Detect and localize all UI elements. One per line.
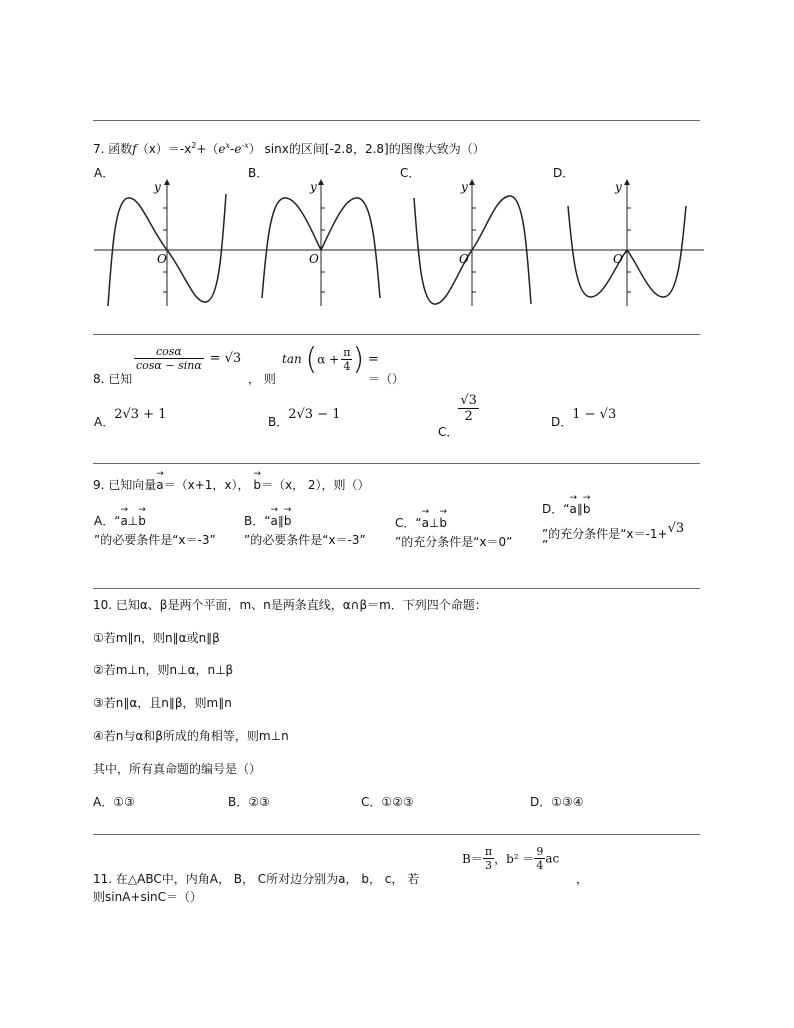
q7-option-a-label[interactable]: A．	[94, 166, 115, 180]
graph-b-origin: O	[309, 252, 319, 266]
q7-e1: e	[218, 142, 226, 156]
graph-a	[94, 180, 248, 306]
q7-plus-paren: +（	[196, 142, 219, 156]
graph-c-y-label: y	[461, 180, 468, 194]
q10-option-d-value: ①③④	[551, 795, 584, 809]
q9-option-d-line2: ”的充分条件是“x＝-1+	[542, 527, 668, 541]
q9-option-c-rel: ⊥	[428, 516, 440, 530]
graph-a-curve	[108, 194, 226, 306]
q8-option-a[interactable]	[94, 405, 167, 429]
q10-option-b-value: ②③	[248, 795, 270, 809]
graph-b-y-label: y	[310, 180, 317, 194]
q10-prop-2: ②若m⊥n，则n⊥α，n⊥β	[93, 663, 234, 677]
q8-tan: tan	[282, 352, 302, 366]
divider-q10	[93, 588, 700, 589]
graph-c	[400, 180, 553, 306]
q8-option-c-den: 2	[464, 409, 473, 424]
q8-pi: π	[343, 346, 351, 359]
q8-option-c-label: C．	[438, 425, 459, 439]
q8-four: 4	[343, 360, 351, 373]
graph-a-y-label: y	[154, 180, 161, 194]
graph-c-origin: O	[459, 252, 469, 266]
q10-stem: 10. 已知α、β是两个平面，m、n是两条直线，α∩β＝m．下列四个命题：	[93, 598, 487, 612]
q9-option-d-label: D．“	[542, 502, 570, 516]
q7-exp-negx: -x	[241, 141, 249, 150]
graph-b	[248, 180, 400, 306]
q7-option-c-label[interactable]: C．	[400, 166, 421, 180]
q10-option-d[interactable]	[530, 793, 584, 810]
divider-q9	[93, 463, 700, 464]
q10-option-d-label: D．	[530, 795, 552, 809]
q8-option-b-label: B．	[268, 415, 289, 429]
q11-ac: ac	[545, 851, 560, 866]
q11-three: 3	[484, 859, 492, 872]
q7-option-d-label[interactable]: D．	[553, 166, 575, 180]
q10-prop-1: ①若m∥n，则n∥α或n∥β	[93, 631, 220, 645]
q8-alpha-plus: α +	[317, 352, 340, 367]
q9-option-c-line2: ”的充分条件是“x＝0”	[395, 535, 513, 549]
q9-option-d-sqrt: √3	[667, 521, 685, 536]
q8-tan-expr: tan (α + $\frac{\pi}{4}$ ) =	[282, 342, 379, 377]
q7-stem	[93, 140, 485, 157]
q9-a-val: ＝（x+1，x），	[163, 478, 250, 492]
q8-frac-num: cosα	[134, 345, 204, 359]
q9-option-d[interactable]	[542, 500, 684, 552]
q8-option-c-num: √3	[460, 393, 477, 408]
q9-option-b-rel: ∥	[277, 514, 284, 528]
q10-option-b[interactable]	[228, 793, 270, 810]
q10-option-b-label: B．	[228, 795, 249, 809]
q11-pi: π	[484, 845, 493, 858]
q8-given-fraction	[134, 345, 241, 372]
q9-vec-a: → a	[156, 478, 163, 492]
q9-option-b-line2: ”的必要条件是“x＝-3”	[244, 533, 366, 547]
q8-option-b-value: 2√3 − 1	[288, 407, 341, 422]
q7-exp-x: x	[225, 141, 231, 150]
q9-option-a-vec-a: → a	[120, 514, 127, 528]
q9-option-d-rel: ∥	[576, 502, 583, 516]
q9-option-a-line2: ”的必要条件是“x＝-3”	[94, 533, 216, 547]
q7-eq-minus: ＝-x	[167, 142, 192, 156]
q8-option-d-label: D．	[551, 415, 573, 429]
graph-d-curve	[568, 206, 686, 297]
q9-option-c-vec-b: → b	[439, 516, 447, 530]
q10-option-a-label: A．	[93, 795, 114, 809]
q8-option-b[interactable]	[268, 405, 341, 429]
q9-option-b-vec-b: → b	[284, 514, 292, 528]
q7-stem-suffix: sinx的区间[-2.8，2.8]的图像大致为（）	[260, 142, 485, 156]
q7-paren-x: （x）	[136, 142, 168, 156]
graph-c-curve	[414, 196, 531, 304]
q10-prop-3: ③若n∥α，且n∥β，则m∥n	[93, 696, 232, 710]
q8-prefix: 8. 已知	[93, 372, 133, 386]
q11-nine: 9	[536, 845, 544, 858]
q7-f: f	[132, 142, 137, 156]
q9-option-b-vec-a: → a	[270, 514, 277, 528]
q8-option-a-value: 2√3 + 1	[114, 407, 167, 422]
q8-option-d-value: 1 − √3	[572, 407, 617, 422]
q10-option-c[interactable]	[361, 793, 414, 810]
q7-stem-prefix: 7. 函数	[93, 142, 133, 156]
q10-ask: 其中，所有真命题的编号是（）	[93, 762, 262, 776]
q8-eq: =	[368, 352, 379, 367]
divider-q11	[93, 834, 700, 835]
q9-option-c-vec-a: → a	[422, 516, 429, 530]
graph-a-origin: O	[157, 252, 167, 266]
q7-exp2: 2	[191, 141, 197, 150]
q11-comma: ，	[576, 872, 589, 886]
q7-close-paren: ）	[248, 142, 261, 156]
graph-b-curve	[262, 198, 380, 298]
q9-stem-prefix: 9. 已知向量	[93, 478, 157, 492]
q11-b2: ，b² ＝	[494, 852, 535, 866]
q8-tail: ＝（）	[368, 372, 405, 386]
q10-option-a[interactable]	[93, 793, 135, 810]
q7-option-b-label[interactable]: B．	[248, 166, 269, 180]
q8-eq-sqrt3: = √3	[209, 351, 242, 366]
q10-option-c-value: ①②③	[381, 795, 414, 809]
q9-stem	[93, 476, 370, 493]
q9-option-b[interactable]	[244, 512, 366, 548]
q9-option-c[interactable]	[395, 514, 512, 550]
q9-vec-b: → b	[253, 478, 261, 492]
divider-top	[93, 120, 700, 121]
q9-option-d-line3: ”	[542, 538, 549, 552]
q9-option-d-vec-b: → b	[583, 502, 591, 516]
q10-option-a-value: ①③	[113, 795, 135, 809]
q9-option-b-label: B．“	[244, 514, 271, 528]
q9-option-c-label: C．“	[395, 516, 422, 530]
q9-option-a-rel: ⊥	[127, 514, 139, 528]
q8-option-d[interactable]	[551, 405, 617, 429]
q8-option-c[interactable]	[438, 393, 479, 439]
graph-d-y-label: y	[615, 180, 622, 194]
q9-b-val: ＝（x， 2），则（）	[260, 478, 370, 492]
graph-d-origin: O	[613, 252, 623, 266]
divider-q8	[93, 334, 700, 335]
q11-condition	[462, 845, 559, 872]
q8-comma-then: ， 则	[248, 372, 276, 386]
q9-option-d-vec-a: → a	[569, 502, 576, 516]
q9-option-a[interactable]	[94, 512, 216, 548]
q10-prop-4: ④若n与α和β所成的角相等，则m⊥n	[93, 729, 289, 743]
graph-d	[553, 180, 704, 306]
q9-option-a-label: A．“	[94, 514, 121, 528]
q7-dash: -	[230, 142, 235, 156]
q11-line2: 则sinA+sinC＝（）	[93, 890, 203, 904]
q7-e2: e	[234, 142, 242, 156]
q11-four: 4	[536, 859, 544, 872]
q10-option-c-label: C．	[361, 795, 382, 809]
q11-b-eq: B＝	[462, 852, 483, 866]
q11-stem: 11. 在△ABC中，内角A， B， C所对边分别为a， b， c， 若	[93, 872, 420, 886]
q8-frac-den: cosα − sinα	[136, 359, 202, 372]
q9-option-a-vec-b: → b	[138, 514, 146, 528]
q8-option-a-label: A．	[94, 415, 115, 429]
